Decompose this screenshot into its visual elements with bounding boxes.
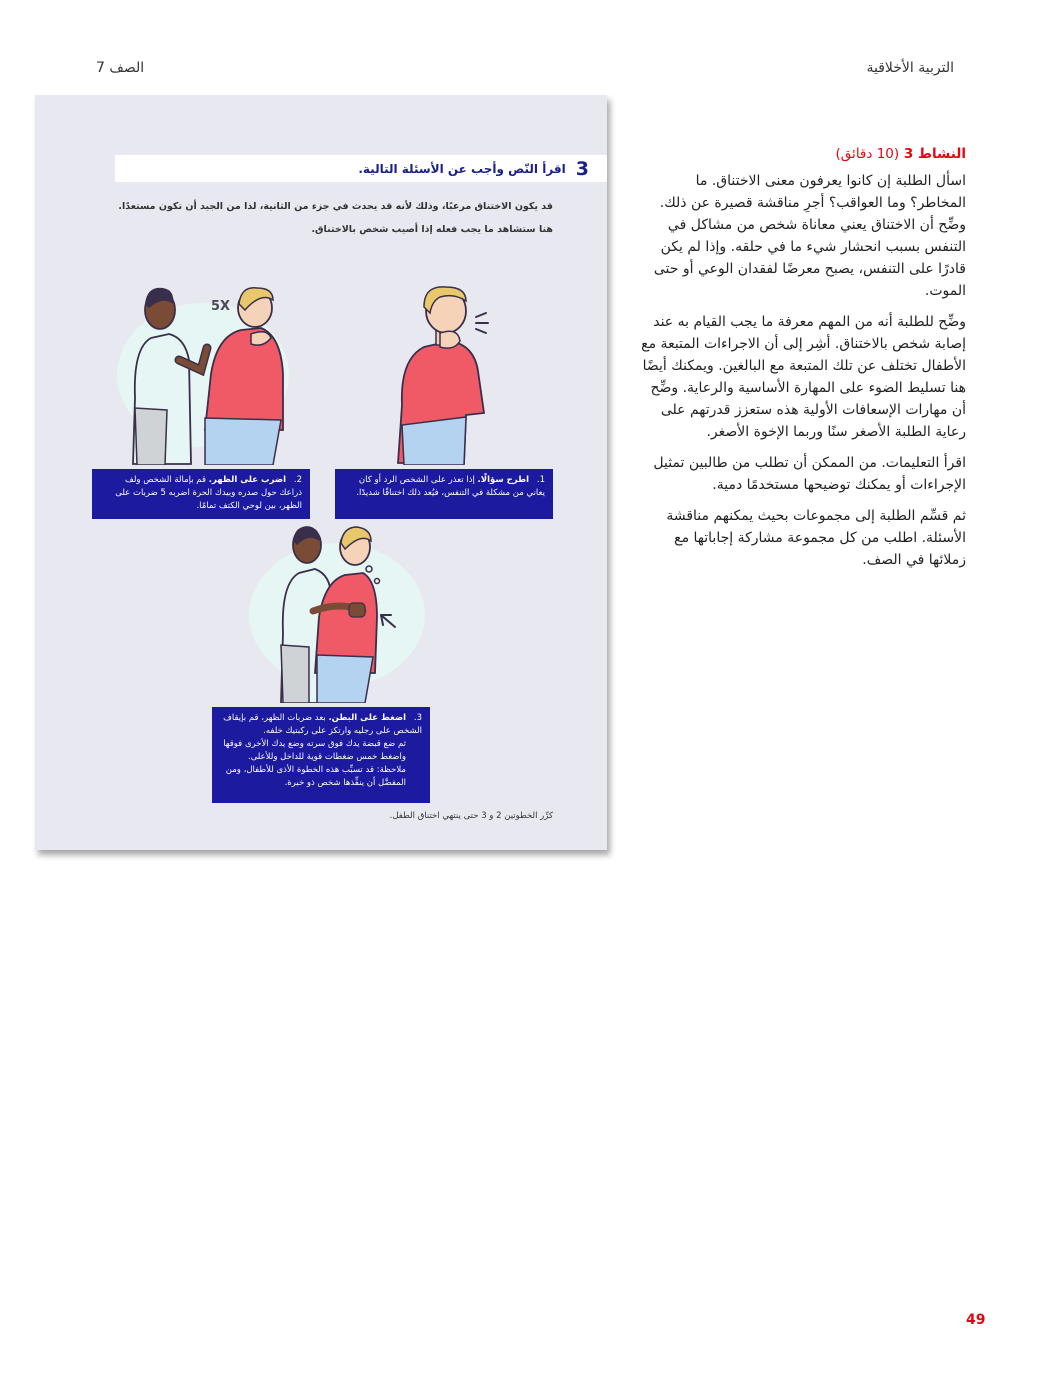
header-subject: التربية الأخلاقية — [866, 60, 954, 76]
teacher-paragraph-1: اسأل الطلبة إن كانوا يعرفون معنى الاختناق. ما المخاطر؟ وما العواقب؟ أجرِ مناقشة قصيرة عن ذلك. وضِّح أن الاختناق يعني معاناة شخص من مشاكل في التنفس بسبب انحشار شيء ما في حلقه. وإذا لم يكن قادرًا على التنفس، يصبح معرضًا لفقدان الوعي أو حتى الموت. — [653, 173, 966, 299]
step-1-box — [335, 469, 553, 519]
step-1-text: إذا تعذر على الشخص الرد أو كان يعاني من مشكلة في التنفس، فيُعد ذلك اختناقًا شديدًا. — [356, 475, 545, 498]
task-number: 3 — [575, 157, 589, 180]
step-2-number: 2. — [293, 475, 302, 485]
step-3-note: ملاحظة: قد تسبِّب هذه الخطوة الأذى للأطفال، ومن المفضَّل أن ينفِّذها شخص ذو خبرة. — [225, 765, 406, 788]
teacher-paragraph-2: وضِّح للطلبة أنه من المهم معرفة ما يجب القيام به عند إصابة شخص بالاختناق. أشِر إلى أن الاجراءات المتبعة مع الأطفال تختلف عن تلك المتبعة مع البالغين. ويمكنك أيضًا هنا تسليط الضوء على المهارة الأساسية والرعاية. وضِّح أن مهارات الإسعافات الأولية هذه ستعزز قدرتهم على رعاية الطلبة الأصغر سنًا وربما الإخوة الأصغر. — [641, 314, 966, 440]
page-number: 49 — [966, 1312, 986, 1328]
intro-text: قد يكون الاختناق مرعبًا، وذلك لأنه قد يحدث في جزء من الثانية، لذا من الجيد أن تكون مستعدًا. هنا ستشاهد ما يجب فعله إذا أصيب شخص بالاختناق. — [118, 201, 553, 235]
header-grade: الصف 7 — [96, 60, 145, 76]
step-3-box — [212, 707, 430, 803]
teacher-notes — [640, 146, 966, 580]
step-1-heading: اطرح سؤالًا. — [477, 475, 529, 485]
back-blows-illustration — [105, 280, 295, 465]
activity-duration: (10 دقائق) — [835, 146, 900, 162]
step-3-text-2: ثم ضع قبضة يدك فوق سرته وضع يدك الأخرى فوقها واضغط خمس ضغطات قوية للداخل وللأعلى. — [223, 739, 406, 762]
abdominal-thrusts-illustration — [245, 523, 425, 703]
repeat-note: كرِّر الخطوتين 2 و 3 حتى ينتهي اختناق الطفل. — [389, 811, 553, 821]
step-2-heading: اضرب على الظهر. — [208, 475, 286, 485]
step-2-box — [92, 469, 310, 519]
step-3-heading: اضغط على البطن. — [328, 713, 406, 723]
step-3-number: 3. — [413, 713, 422, 723]
step-3-line-1 — [220, 712, 422, 738]
student-book-panel — [35, 95, 607, 850]
activity-title-label: النشاط 3 — [903, 146, 966, 162]
step-2-text: قم بإمالة الشخص ولف ذراعك حول صدره وبيدك الحرة اضربه 5 ضربات على الظهر، بين لوحي الكتف تمامًا. — [115, 475, 302, 511]
activity-title — [640, 146, 966, 162]
back-blows-count: 5X — [211, 299, 231, 314]
choking-person-illustration — [380, 285, 510, 465]
task-header — [115, 155, 607, 182]
step-3-text-1: بعد ضربات الظهر، قم بإيقاف الشخص على رجليه وارتكز على ركبتيك خلفه. — [223, 713, 422, 736]
step-1-number: 1. — [536, 475, 545, 485]
teacher-paragraph-4: ثم قسِّم الطلبة إلى مجموعات بحيث يمكنهم مناقشة الأسئلة. اطلب من كل مجموعة مشاركة إجاباتها مع زملائها في الصف. — [666, 508, 966, 568]
task-title: اقرأ النّص وأجب عن الأسئلة التالية. — [358, 161, 566, 176]
teacher-paragraph-3: اقرأ التعليمات. من الممكن أن تطلب من طالبين تمثيل الإجراءات أو يمكنك توضيحها مستخدمًا دمية. — [653, 455, 966, 493]
